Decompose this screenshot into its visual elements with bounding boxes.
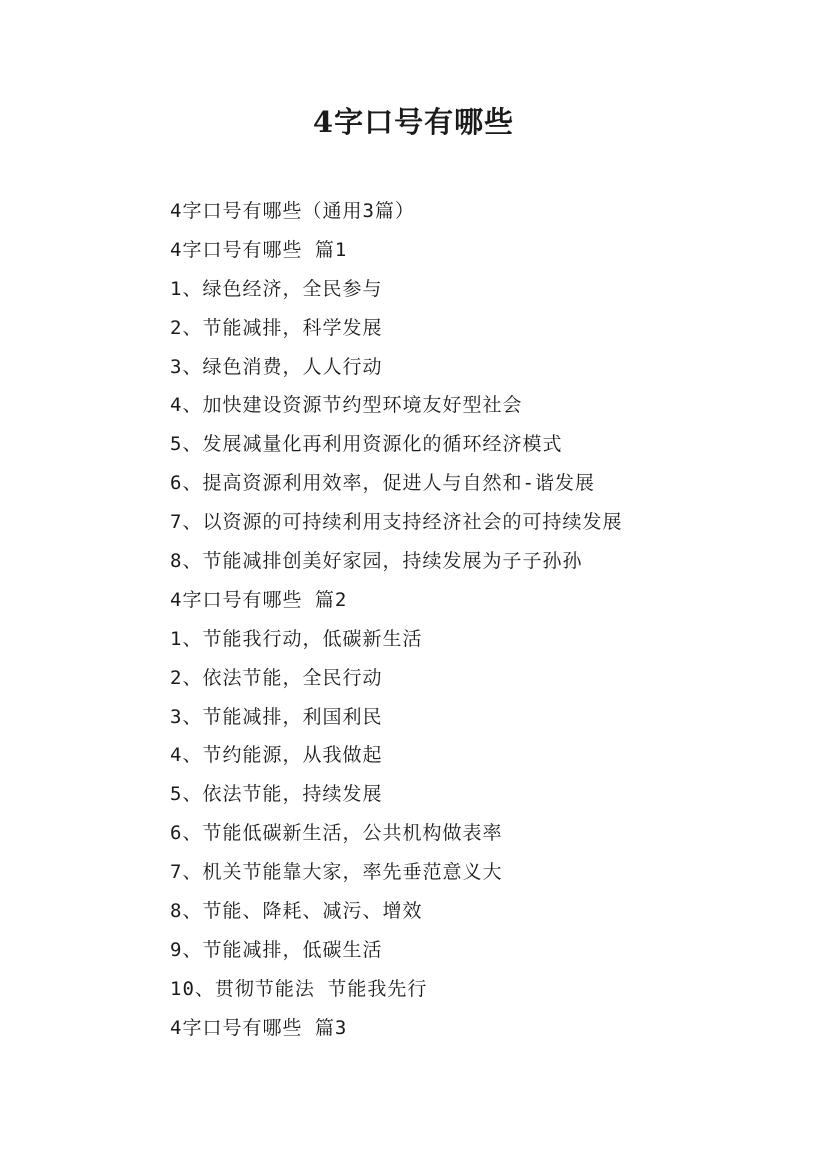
list-item: 5、发展减量化再利用资源化的循环经济模式 (170, 433, 563, 456)
list-item: 4、加快建设资源节约型环境友好型社会 (170, 394, 523, 417)
section-heading: 4字口号有哪些 篇3 (170, 1016, 348, 1039)
list-item: 3、绿色消费，人人行动 (170, 355, 383, 378)
list-item: 9、节能减排，低碳生活 (170, 938, 383, 961)
section-heading: 4字口号有哪些 篇1 (170, 238, 348, 261)
document-title: 4字口号有哪些 (312, 105, 515, 139)
list-item: 6、节能低碳新生活，公共机构做表率 (170, 822, 503, 845)
list-item: 1、绿色经济，全民参与 (170, 277, 383, 300)
list-item: 7、机关节能靠大家，率先垂范意义大 (170, 861, 503, 884)
list-item: 5、依法节能，持续发展 (170, 783, 383, 806)
section-heading: 4字口号有哪些 篇2 (170, 588, 348, 611)
list-item: 2、节能减排，科学发展 (170, 316, 383, 339)
document-body (170, 192, 770, 1048)
list-item: 2、依法节能，全民行动 (170, 666, 383, 689)
list-item: 1、节能我行动，低碳新生活 (170, 627, 423, 650)
list-item: 8、节能、降耗、减污、增效 (170, 900, 423, 923)
list-item: 10、贯彻节能法 节能我先行 (170, 977, 428, 1000)
list-item: 8、节能减排创美好家园，持续发展为子子孙孙 (170, 550, 583, 573)
list-item: 6、提高资源利用效率，促进人与自然和-谐发展 (170, 472, 595, 495)
list-item: 3、节能减排，利国利民 (170, 705, 383, 728)
subtitle-line: 4字口号有哪些（通用3篇） (170, 200, 415, 222)
list-item: 4、节约能源，从我做起 (170, 744, 383, 767)
list-item: 7、以资源的可持续利用支持经济社会的可持续发展 (170, 511, 623, 534)
